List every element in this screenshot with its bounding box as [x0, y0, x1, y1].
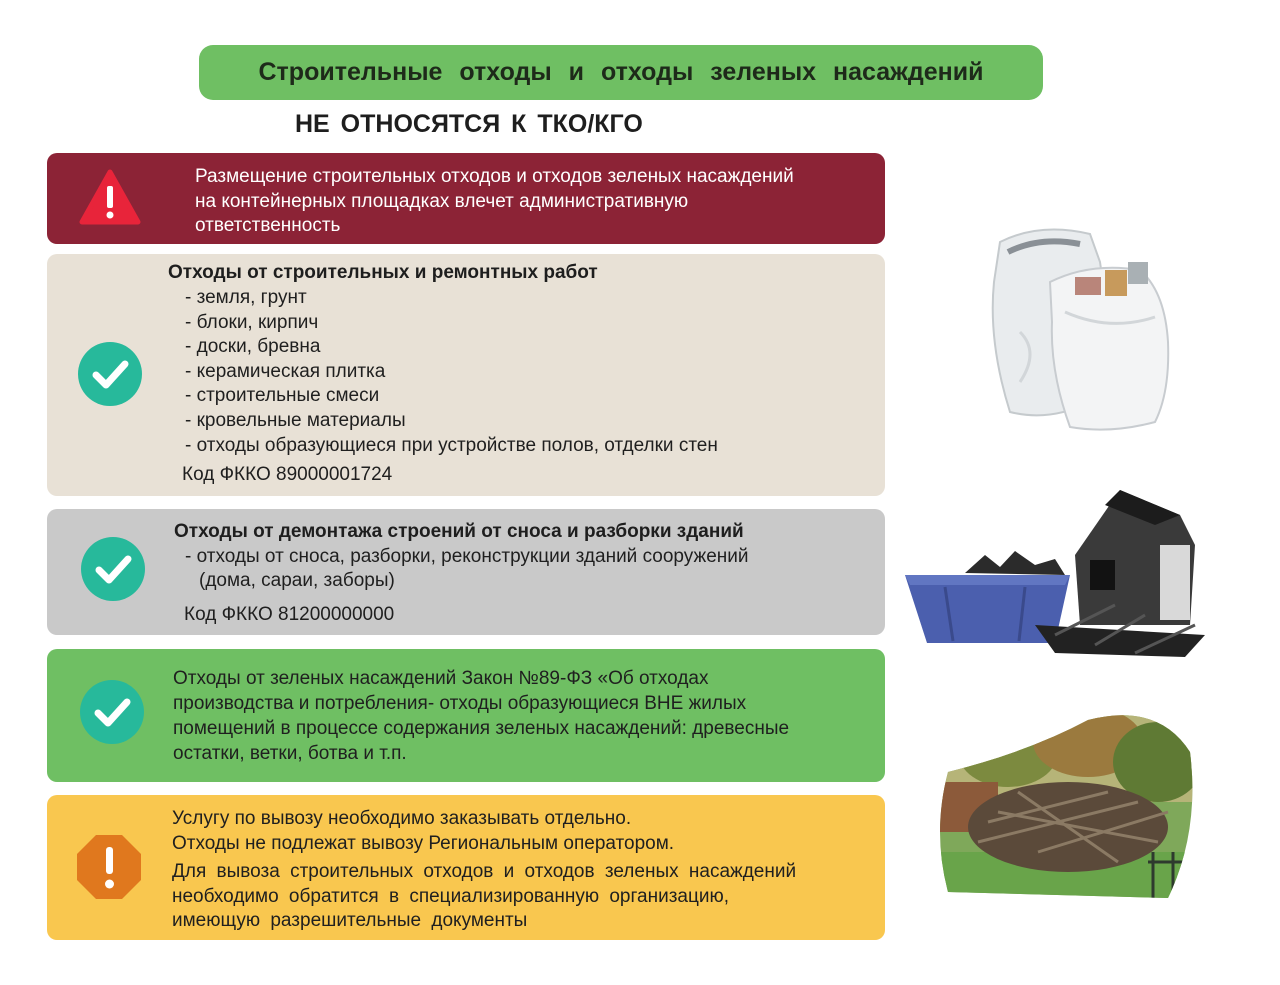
green-waste-panel	[47, 649, 885, 782]
green-waste-text: Отходы от зеленых насаждений Закон №89-ФЗ «Об отходах производства и потребления- отходы образующиеся ВНЕ жилых помещений в процессе содержания зеленых насаждений: древесные остатки, ветки, ботва и т.п.	[173, 668, 790, 764]
list-item: - блоки, кирпич	[185, 311, 718, 336]
demolition-list-continued: (дома, сараи, заборы)	[199, 570, 395, 591]
green-waste-photo	[938, 712, 1198, 900]
notice-line-2: Отходы не подлежат вывозу Региональным оператором.	[172, 833, 675, 854]
demolition-list	[185, 545, 748, 570]
check-icon	[81, 537, 145, 601]
warning-text: Размещение строительных отходов и отходов зеленых насаждений на контейнерных площадках влечет административную ответственность	[195, 166, 794, 236]
list-item: - керамическая плитка	[185, 360, 718, 385]
list-item: - отходы образующиеся при устройстве полов, отделки стен	[185, 434, 718, 459]
warning-panel	[47, 153, 885, 244]
demolition-code: Код ФККО 81200000000	[184, 604, 395, 625]
list-item: - земля, грунт	[185, 286, 718, 311]
notice-line-1: Услугу по вывозу необходимо заказывать отдельно.	[172, 808, 632, 829]
page-subtitle: НЕ ОТНОСЯТСЯ К ТКО/КГО	[295, 110, 643, 138]
check-icon	[78, 342, 142, 406]
construction-waste-panel	[47, 254, 885, 496]
demolition-debris-photo	[905, 485, 1210, 665]
list-item: - доски, бревна	[185, 335, 718, 360]
check-icon	[80, 680, 144, 744]
exclamation-octagon-icon	[76, 834, 142, 900]
list-item: - отходы от сноса, разборки, реконструкции зданий сооружений	[185, 545, 748, 570]
demolition-title: Отходы от демонтажа строений от сноса и разборки зданий	[174, 521, 744, 542]
page-title: Строительные отходы и отходы зеленых насаждений	[199, 45, 1043, 100]
construction-bags-photo	[980, 222, 1180, 432]
construction-list	[185, 286, 718, 458]
list-item: - кровельные материалы	[185, 409, 718, 434]
notice-panel	[47, 795, 885, 940]
warning-triangle-icon	[79, 169, 141, 225]
demolition-waste-panel	[47, 509, 885, 635]
notice-paragraph: Для вывоза строительных отходов и отходов зеленых насаждений необходимо обратится в специализированную организацию, имеющую разрешительные документы	[172, 861, 797, 931]
list-item: - строительные смеси	[185, 384, 718, 409]
construction-code: Код ФККО 89000001724	[182, 464, 393, 485]
construction-title: Отходы от строительных и ремонтных работ	[168, 262, 598, 283]
